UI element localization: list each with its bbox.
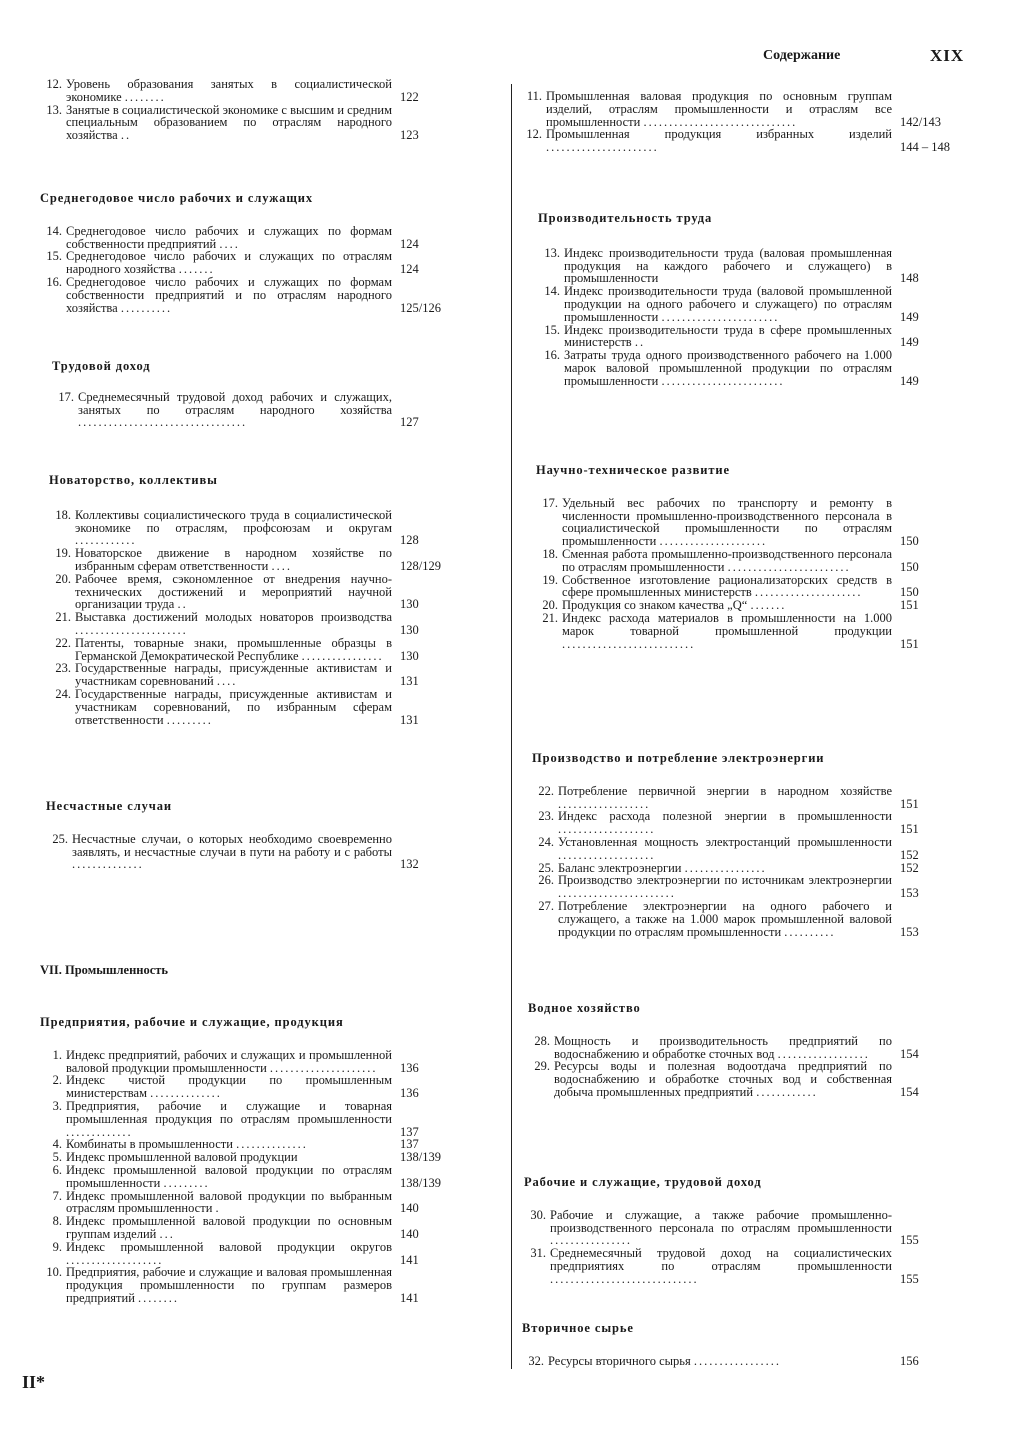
- toc-entry[interactable]: 6. Индекс промышленной валовой продукции по отраслям промышленности ......... 138/139: [52, 1162, 441, 1190]
- page-header-title: Содержание: [763, 48, 841, 63]
- toc-entry[interactable]: 23. Индекс расхода полезной энергии в промышленности ................... 151: [538, 809, 919, 837]
- toc-entry[interactable]: 23. Государственные награды, присужденные активистам и участникам соревнований .... 131: [55, 661, 419, 689]
- toc-entry[interactable]: 14. Индекс производительности труда (валовой промышленной продукции на одного рабочего и служащего) по отраслям промышленности ....................... 149: [544, 284, 919, 324]
- section: [46, 800, 480, 871]
- toc-entry[interactable]: 12. Промышленная продукция избранных изделий ...................... 144 – 148: [526, 127, 950, 155]
- toc-entry[interactable]: 13. Индекс производительности труда (валовая промышленная продукция на каждого рабочего и служащего) в промышленности 148: [544, 245, 919, 286]
- toc-entry[interactable]: 31. Среднемесячный трудовой доход на социалистических предприятиях по отраслям промышленности ............................. 155: [530, 1246, 919, 1286]
- toc-entry[interactable]: 4. Комбинаты в промышленности .............. 137: [52, 1137, 419, 1152]
- toc-entry[interactable]: 28. Мощность и производительность предприятий по водоснабжению и обработке сточных вод .................. 154: [534, 1033, 919, 1061]
- toc-entry[interactable]: 25. Баланс электроэнергии ................ 152: [538, 860, 919, 875]
- toc-entry[interactable]: 10. Предприятия, рабочие и служащие и валовая промышленная продукция промышленности по группам размеров предприятий ........ 141: [46, 1265, 419, 1305]
- section: [532, 752, 980, 938]
- toc-entry[interactable]: 21. Выставка достижений молодых новаторов производства ...................... 130: [55, 610, 419, 637]
- section-heading: Среднегодовое число рабочих и служащих: [40, 191, 314, 205]
- section-heading: Научно-техническое развитие: [536, 463, 730, 477]
- toc-entry[interactable]: 19. Новаторское движение в народном хозяйстве по избранным сферам ответственности .... 128/129: [55, 546, 441, 573]
- page-header-number: XIX: [930, 46, 965, 65]
- section-heading: Новаторство, коллективы: [49, 473, 218, 487]
- chapter-heading: VII. Промышленность: [40, 963, 169, 977]
- section-continued-left: [40, 78, 480, 142]
- toc-entry[interactable]: 32. Ресурсы вторичного сырья ................. 156: [528, 1353, 919, 1368]
- section: [49, 474, 480, 726]
- toc-entry[interactable]: 2. Индекс чистой продукции по промышленным министерствам .............. 136: [52, 1073, 419, 1101]
- section-heading: Рабочие и служащие, трудовой доход: [524, 1175, 762, 1189]
- toc-entry[interactable]: 30. Рабочие и служащие, а также рабочие промышленно-производственного персонала по отраслям промышленности ................ 155: [530, 1207, 919, 1248]
- toc-entry[interactable]: 26. Производство электроэнергии по источникам электроэнергии ....................... 153: [538, 873, 919, 901]
- toc-entry[interactable]: 25. Несчастные случаи, о которых необходимо своевременно заявлять, и несчастные случаи в пути на работу и с работы .............. 132: [52, 831, 419, 872]
- toc-entry[interactable]: 15. Индекс производительности труда в сфере промышленных министерств .. 149: [544, 322, 919, 350]
- toc-entry[interactable]: 22. Потребление первичной энергии в народном хозяйстве .................. 151: [538, 783, 919, 811]
- toc-entry[interactable]: 29. Ресурсы воды и полезная водоотдача предприятий по водоснабжению и обработке сточных вод и собственная добыча промышленных предприятий ............ 154: [534, 1059, 919, 1099]
- toc-entry[interactable]: 17. Среднемесячный трудовой доход рабочих и служащих, занятых по отраслям народного хозяйства ................................. 127: [58, 389, 419, 430]
- section: [528, 1002, 980, 1099]
- toc-entry[interactable]: 7. Индекс промышленной валовой продукции по выбранным отраслям промышленности . 140: [52, 1188, 419, 1216]
- toc-entry[interactable]: 5. Индекс промышленной валовой продукции 138/139: [52, 1150, 441, 1165]
- toc-entry[interactable]: 19. Собственное изготовление рационализаторских средств в сфере промышленных министерств ..................... 150: [542, 572, 919, 600]
- toc-entry[interactable]: 18. Сменная работа промышленно-производственного персонала по отраслям промышленности ........................ 150: [542, 546, 919, 574]
- section-continued-right: [520, 90, 980, 154]
- section: [536, 464, 980, 650]
- toc-entry[interactable]: 16. Затраты труда одного производственного рабочего на 1.000 марок валовой промышленной продукции по отраслям промышленности ........................ 149: [544, 348, 919, 388]
- toc-entry[interactable]: 27. Потребление электроэнергии на одного рабочего и служащего, а также на 1.000 марок промышленной валовой продукции по отраслям промышленности .......... 153: [538, 898, 919, 939]
- toc-entry[interactable]: 22. Патенты, товарные знаки, промышленные образцы в Германской Демократической Республике ................ 130: [55, 635, 419, 663]
- toc-entry[interactable]: 3. Предприятия, рабочие и служащие и товарная промышленная продукция по отраслям промышленности ............. 137: [52, 1098, 419, 1139]
- toc-entry[interactable]: 20. Рабочее время, сэкономленное от внедрения научно-технических достижений и мероприятий научной организации труда .. 130: [55, 571, 419, 612]
- toc-entry[interactable]: 15. Среднегодовое число рабочих и служащих по отраслям народного хозяйства ....... 124: [46, 249, 419, 277]
- page-signature-mark: II*: [22, 1372, 46, 1392]
- section-heading: Предприятия, рабочие и служащие, продукция: [40, 1015, 344, 1029]
- toc-entry[interactable]: 20. Продукция со знаком качества „Q“ ....... 151: [542, 598, 919, 613]
- toc-entry[interactable]: 16. Среднегодовое число рабочих и служащих по формам собственности предприятий и по отраслям народного хозяйства .......... 125/126: [46, 274, 441, 315]
- toc-entry[interactable]: 9. Индекс промышленной валовой продукции округов ................... 141: [52, 1239, 419, 1267]
- column-divider: [511, 84, 512, 1369]
- section: [52, 360, 480, 429]
- section-heading: Производство и потребление электроэнергии: [532, 751, 825, 765]
- section-heading: Трудовой доход: [52, 359, 151, 373]
- section: [538, 212, 980, 388]
- toc-entry[interactable]: 8. Индекс промышленной валовой продукции по основным группам изделий ... 140: [52, 1214, 419, 1241]
- section-heading: Несчастные случаи: [46, 799, 172, 813]
- section-heading: Вторичное сырье: [522, 1321, 634, 1335]
- section-heading: Производительность труда: [538, 211, 713, 225]
- toc-entry[interactable]: 1. Индекс предприятий, рабочих и служащих и промышленной валовой продукции промышленности ..................... 136: [52, 1047, 419, 1075]
- toc-entry[interactable]: 24. Установленная мощность электростанций промышленности ................... 152: [538, 834, 919, 862]
- section: [522, 1322, 980, 1368]
- section: [524, 1176, 980, 1286]
- section: [40, 1016, 480, 1305]
- toc-entry[interactable]: 21. Индекс расхода материалов в промышленности на 1.000 марок товарной промышленной продукции .......................... 151: [542, 610, 919, 651]
- toc-entry[interactable]: 11. Промышленная валовая продукция по основным группам изделий, отраслям промышленности и отраслям все промышленности .............................. 142/143: [526, 89, 941, 129]
- toc-entry[interactable]: 12. Уровень образования занятых в социалистической экономике ........ 122: [46, 77, 419, 104]
- section: [40, 192, 480, 314]
- toc-entry[interactable]: 13. Занятые в социалистической экономике с высшим и средним специальным образованием по отраслям народного хозяйства .. 123: [46, 102, 419, 143]
- toc-entry[interactable]: 17. Удельный вес рабочих по транспорту и ремонту в численности промышленно-производственного персонала в социалистической промышленности по отраслям промышленности ..................... 150: [542, 495, 919, 549]
- toc-entry[interactable]: 18. Коллективы социалистического труда в социалистической экономике по отраслям, профсоюзам и округам ............ 128: [55, 507, 419, 548]
- toc-entry[interactable]: 14. Среднегодовое число рабочих и служащих по формам собственности предприятий .... 124: [46, 223, 419, 251]
- section-heading: Водное хозяйство: [528, 1001, 641, 1015]
- toc-entry[interactable]: 24. Государственные награды, присужденные активистам и участникам соревнований, по избранным сферам ответственности ......... 131: [55, 686, 419, 727]
